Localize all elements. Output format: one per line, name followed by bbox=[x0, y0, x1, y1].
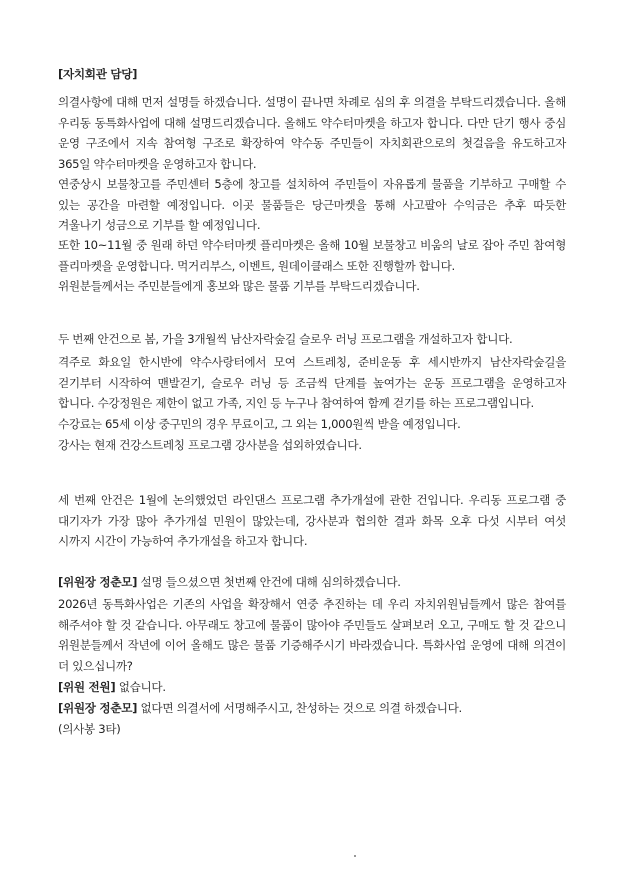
paragraph-donation-request: 위원분들께서는 주민분들에게 홍보와 많은 물품 기부를 부탁드리겠습니다. bbox=[58, 279, 420, 293]
members-text: 없습니다. bbox=[115, 680, 166, 694]
speaker-label-members: [위원 전원] bbox=[58, 680, 116, 694]
speaker-label-chair: [위원장 정춘모] bbox=[58, 575, 138, 589]
page-mark bbox=[354, 855, 356, 857]
paragraph-fee: 수강료는 65세 이상 중구민의 경우 무료이고, 그 외는 1,000원씩 받을 예정입니다. bbox=[58, 417, 461, 431]
paragraph-instructor: 강사는 현재 건강스트레칭 프로그램 강사분을 섭외하였습니다. bbox=[58, 438, 362, 452]
paragraph-treasure-storage: 연중상시 보물창고를 주민센터 5층에 창고를 설치하여 주민들이 자유롭게 물품을 기부하고 구매할 수 있는 공간을 마련할 예정입니다. 이곳 물품들은 당근마켓을 통해 사고팔아 수익금은 추후 따듯한 겨울나기 성금으로 기부를 할 예정입니다. bbox=[58, 177, 566, 232]
paragraph-flea-market: 또한 10~11월 중 원래 하던 약수터마켓 플리마켓은 올해 10월 보물창고 비움의 날로 잡아 주민 참여형 플리마켓을 운영합니다. 먹거리부스, 이벤트, 원데이클래스 또한 진행할까 합니다. bbox=[58, 238, 566, 273]
paragraph-second-agenda: 두 번째 안건으로 봄, 가을 3개월씩 남산자락숲길 슬로우 러닝 프로그램을 개설하고자 합니다. bbox=[58, 332, 513, 346]
gavel-note: (의사봉 3타) bbox=[58, 722, 121, 736]
speaker-label-chair-2: [위원장 정춘모] bbox=[58, 701, 138, 715]
paragraph-chair-discussion: 2026년 동특화사업은 기존의 사업을 확장해서 연중 추진하는 데 우리 자치위원님들께서 많은 참여를 해주셔야 할 것 같습니다. 아무래도 창고에 물품이 많아야 주민들도 살펴보러 오고, 구매도 할 것 같으니 위원분들께서 작년에 이어 올해도 많은 물품 기증해주시기 바라겠습니다. 특화사업 운영에 대해 의견이 더 있으십니까? bbox=[58, 597, 566, 673]
chair-statement-2 bbox=[58, 698, 566, 719]
paragraph-explanation-intro: 의결사항에 대해 먼저 설명들 하겠습니다. 설명이 끝나면 차례로 심의 후 의결을 부탁드리겠습니다. 올해 우리동 동특화사업에 대해 설명드리겠습니다. 올해도 약수터마켓을 하고자 합니다. 다만 단기 행사 중심 운영 구조에서 지속 참여형 구조로 확장하여 약수동 주민들이 자치회관으로의 첫걸음을 유도하고자 365일 약수터마켓을 운영하고자 합니다. bbox=[58, 95, 566, 171]
chair-text-2: 없다면 의결서에 서명해주시고, 찬성하는 것으로 의결 하겠습니다. bbox=[137, 701, 462, 715]
chair-text-1: 설명 들으셨으면 첫번째 안건에 대해 심의하겠습니다. bbox=[137, 575, 401, 589]
members-response bbox=[58, 677, 566, 698]
paragraph-third-agenda: 세 번째 안건은 1월에 논의했었던 라인댄스 프로그램 추가개설에 관한 건입니다. 우리동 프로그램 중 대기자가 가장 많아 추가개설 민원이 많았는데, 강사분과 협의한 결과 화목 오후 다섯 시부터 여섯 시까지 시간이 가능하여 추가개설을 하고자 합니다. bbox=[58, 493, 566, 548]
section-heading-community-hall: [자치회관 담당] bbox=[58, 67, 138, 81]
chair-statement-1 bbox=[58, 572, 566, 593]
paragraph-running-program: 격주로 화요일 한시반에 약수사랑터에서 모여 스트레칭, 준비운동 후 세시반까지 남산자락숲길을 걷기부터 시작하여 맨발걷기, 슬로우 러닝 등 조금씩 단계를 높여가는 운동 프로그램을 운영하고자 합니다. 수강정원은 제한이 없고 가족, 지인 등 누구나 참여하여 함께 걷기를 하는 프로그램입니다. bbox=[58, 355, 566, 410]
